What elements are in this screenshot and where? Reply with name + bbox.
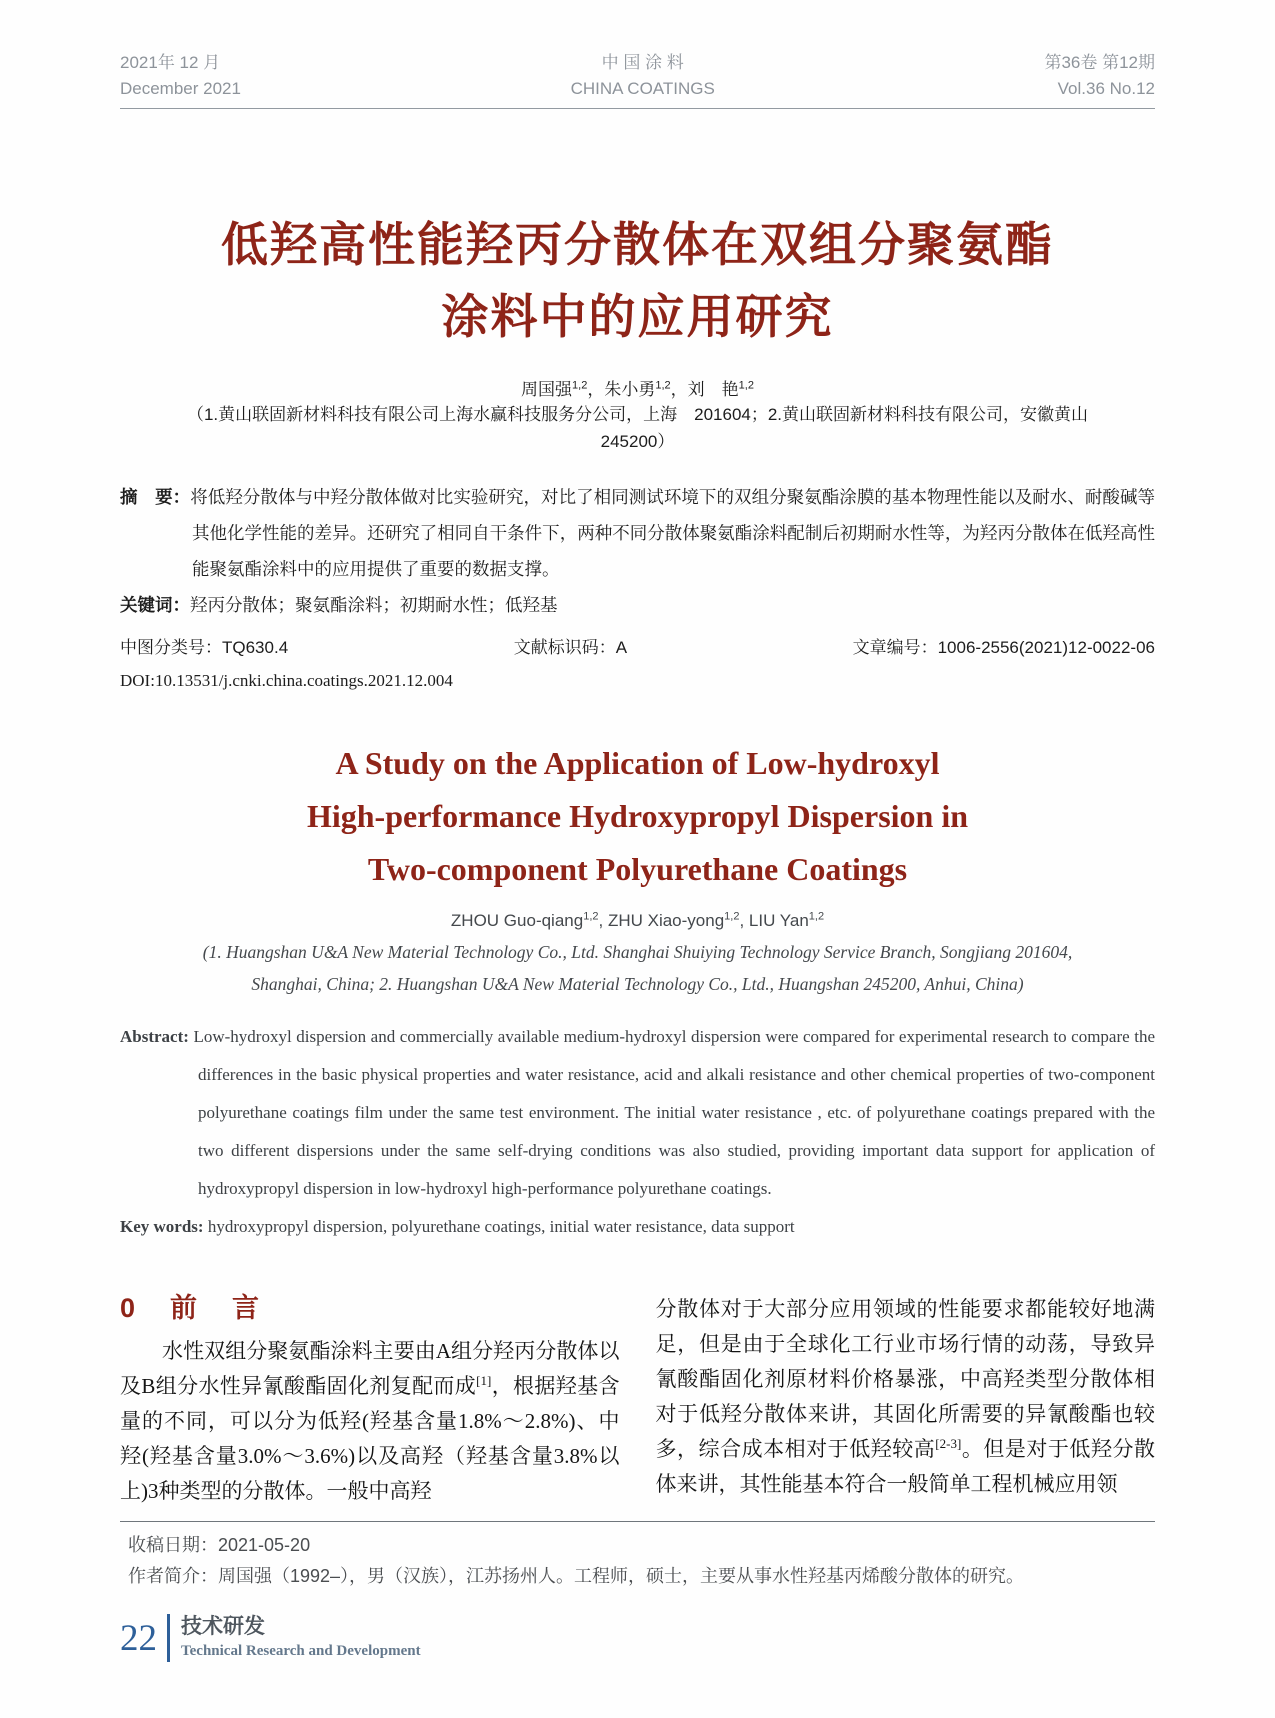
abstract-cn-label: 摘 要： [120,487,191,507]
keywords-en-text: hydroxypropyl dispersion, polyurethane coatings, initial water resistance, data support [207,1217,795,1236]
document-code: 文献标识码：A [513,638,628,657]
article-title-en-line1: A Study on the Application of Low-hydroxyl [335,745,940,781]
page-footer [120,1614,1155,1662]
author-superscript: 1,2 [724,910,740,923]
footnote [120,1521,1155,1592]
journal-issue-cn: 第36卷 第12期 [1044,53,1155,72]
footnote-author-bio: 作者简介：周国强（1992–），男（汉族），江苏扬州人。工程师，硕士，主要从事水性羟基丙烯酸分散体的研究。 [128,1566,1025,1586]
body-paragraph-left [120,1334,620,1509]
affiliation-en [120,936,1155,1000]
authors-cn [120,375,1155,401]
clc-number: 中图分类号：TQ630.4 [120,638,289,657]
author-superscript: 1,2 [655,379,671,392]
abstract-en-label: Abstract: [120,1027,189,1046]
author-separator: ， [587,380,605,399]
body-text: ，根据羟基含量的不同，可以分为低羟(羟基含量1.8%～2.8%)、中羟(羟基含量3.0%～3.6%)以及高羟（羟基含量3.8%以上)3种类型的分散体。一般中高羟 [120,1374,620,1503]
author-name: 朱小勇 [604,380,656,399]
affiliation-en-line2: Shanghai, China; 2. Huangshan U&A New Material Technology Co., Ltd., Huangshan 245200, Anhui, China) [251,974,1024,994]
journal-date [120,50,241,101]
footer-section [181,1614,421,1662]
reference-superscript: [2-3] [935,1436,962,1451]
keywords-cn-text: 羟丙分散体；聚氨酯涂料；初期耐水性；低羟基 [190,595,558,615]
author-name: 刘 艳 [687,380,739,399]
keywords-cn-label: 关键词： [120,595,190,615]
affiliation-cn-line2: 245200） [600,432,675,451]
doi: DOI:10.13531/j.cnki.china.coatings.2021.12.004 [120,671,453,690]
affiliation-cn-line1: （1.黄山联固新材料科技有限公司上海水赢科技服务分公司，上海 201604；2.黄山联固新材料科技有限公司，安徽黄山 [186,405,1089,424]
author-separator: , [739,911,749,930]
author-superscript: 1,2 [583,910,599,923]
article-title-en-line2: High-performance Hydroxypropyl Dispersion in [306,798,969,834]
body-paragraph-right [656,1292,1156,1502]
article-title-cn-line2: 涂料中的应用研究 [441,290,834,343]
footer-section-cn: 技术研发 [181,1615,265,1638]
body-text: 分散体对于大部分应用领域的性能要求都能较好地满足，但是由于全球化工行业市场行情的动荡，导致异氰酸酯固化剂原材料价格暴涨，中高羟类型分散体相对于低羟分散体来讲，其固化所需要的异氰酸酯也较多，综合成本相对于低羟较高 [655,1297,1155,1461]
journal-issue-en: Vol.36 No.12 [1057,78,1155,98]
article-meta-row [120,631,1155,665]
reference-superscript: [1] [476,1373,492,1388]
page-number: 22 [120,1617,157,1659]
author-name-en: ZHU Xiao-yong [607,911,725,930]
body-columns [120,1292,1155,1509]
author-name-en: ZHOU Guo-qiang [450,911,584,930]
author-name-en: LIU Yan [748,911,809,930]
journal-date-en: December 2021 [120,78,241,98]
article-title-en-line3: Two-component Polyurethane Coatings [367,851,908,887]
journal-name [571,50,715,101]
journal-name-en: CHINA COATINGS [570,78,715,98]
journal-header [120,50,1155,101]
article-number: 文章编号：1006-2556(2021)12-0022-06 [852,638,1155,657]
author-separator: ， [670,380,688,399]
body-text: 。但是对于低羟分散体来讲，其性能基本符合一般简单工程机械应用领 [655,1437,1156,1496]
author-superscript: 1,2 [738,379,754,392]
footer-divider-bar [167,1614,170,1662]
article-title-cn [120,209,1155,353]
affiliation-en-line1: (1. Huangshan U&A New Material Technology Co., Ltd. Shanghai Shuiying Technology Service Branch, Songjiang 201604, [202,942,1073,962]
abstract-cn [120,479,1155,587]
affiliation-cn [120,401,1155,455]
footnote-received-date: 收稿日期：2021-05-20 [128,1535,311,1555]
body-text: 水性双组分聚氨酯涂料主要由A组分羟丙分散体以及B组分水性异氰酸酯固化剂复配而成 [120,1339,620,1398]
abstract-en [120,1018,1155,1208]
abstract-en-text: Low-hydroxyl dispersion and commercially available medium-hydroxyl dispersion were compared for experimental research to compare the differences in the basic physical properties and water resistance, acid and alkali resistance and other chemical properties of two-component polyurethane coatings film under the same test environment. The initial water resistance , etc. of polyurethane coatings prepared with the two different dispersions under the same self-drying conditions was also studied, providing important data support for application of hydroxypropyl dispersion in low-hydroxyl high-performance polyurethane coatings. [193,1027,1155,1198]
author-name: 周国强 [521,380,573,399]
article-title-cn-line1: 低羟高性能羟丙分散体在双组分聚氨酯 [221,218,1054,271]
keywords-en-label: Key words: [120,1217,204,1236]
author-superscript: 1,2 [808,910,825,923]
article-title-en [120,737,1155,896]
header-divider [120,108,1155,109]
section-heading: 0 前 言 [120,1293,264,1323]
authors-en [120,906,1155,936]
author-separator: , [598,911,608,930]
journal-name-cn: 中 国 涂 料 [601,53,684,72]
abstract-cn-text: 将低羟分散体与中羟分散体做对比实验研究，对比了相同测试环境下的双组分聚氨酯涂膜的基本物理性能以及耐水、耐酸碱等其他化学性能的差异。还研究了相同自干条件下，两种不同分散体聚氨酯涂料配制后初期耐水性等，为羟丙分散体在低羟高性能聚氨酯涂料中的应用提供了重要的数据支撑。 [190,487,1156,579]
keywords-en [120,1208,1155,1246]
journal-date-cn: 2021年 12 月 [120,53,221,72]
footer-section-en: Technical Research and Development [181,1643,421,1659]
author-superscript: 1,2 [572,379,588,392]
body-column-left [120,1292,620,1509]
journal-issue [1044,50,1155,101]
keywords-cn [120,587,1155,623]
body-column-right [656,1292,1156,1509]
